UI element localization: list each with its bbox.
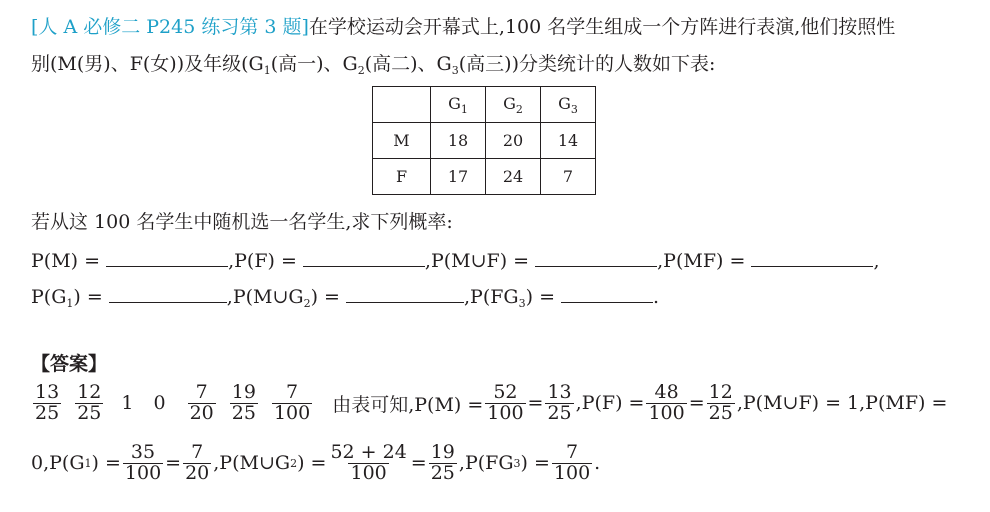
answer-title: 【答案】 [31,353,108,375]
fraction: $\frac{7}{20}$ [185,441,210,484]
table-cell: 18 [431,123,486,159]
intro-text-1: 在学校运动会开幕式上,100 名学生组成一个方阵进行表演,他们按照性 [308,16,896,38]
table-corner-cell [373,87,431,123]
answer-blank[interactable] [106,248,228,267]
fraction: $\frac{13}{25}$ [547,381,572,424]
table-cell: 7 [541,159,596,195]
answer-blank[interactable] [535,248,657,267]
problem-line-2: 别(M(男)、F(女))及年级($G_1$(高一)、$G_2$(高二)、$G_3$(高三))分类统计的人数如下表: [31,53,716,77]
answer-value: 0 [153,392,166,415]
fraction: $\frac{19}{25}$ [430,441,455,484]
fraction: $\frac{7}{20}$ [189,381,214,424]
fraction: $\frac{12}{25}$ [708,381,733,424]
row-label: F [373,159,431,195]
explanation-text: 由表可知,P(M) = [332,393,484,416]
question-row-2: $P(G_1)$ = $,P(M\cup G_2) = ,P(FG_3)$ = . [31,286,660,310]
question-text: 若从这 100 名学生中随机选一名学生,求下列概率: [31,211,453,233]
answer-line-2: 0,P(G 1 ) = $\frac{35}{100}$ = $\frac{7}{20}$ ,P(M∪G 2 ) = $\frac{52 + 24}{100}$ = $\frac{19}{25}$ ,P(FG 3 ) = $\frac{7}{100}$ . [31,441,601,484]
table-header-row [373,87,596,123]
table-cell: 17 [431,159,486,195]
answer-blank[interactable] [561,284,653,303]
table-cell: 20 [486,123,541,159]
answer-blank[interactable] [346,284,464,303]
table-row [373,159,596,195]
fraction: $\frac{7}{100}$ [553,441,591,484]
problem-line-1 [31,18,895,37]
answer-line-1: $\frac{13}{25}$ $\frac{12}{25}$ 1 0 $\frac{7}{20}$ $\frac{19}{25}$ $\frac{7}{100}$ 由表可知,P(M) = $\frac{52}{100}$ = $\frac{13}{25}$ ,P(F) = $\frac{48}{100}$ = $\frac{12}{25}$ ,P(M∪F) = 1,P(MF) = [35,381,948,424]
table-row [373,123,596,159]
answer-blank[interactable] [109,284,227,303]
table-header-cell: $G_2$ [486,87,541,123]
fraction: $\frac{7}{100}$ [273,381,311,424]
answer-blank[interactable] [751,248,873,267]
source-tag: [人 A 必修二 P245 练习第 3 题] [31,16,309,38]
fraction: $\frac{52 + 24}{100}$ [330,441,407,484]
answer-blank[interactable] [303,248,425,267]
table-cell: 24 [486,159,541,195]
fraction: $\frac{48}{100}$ [648,381,685,424]
table-cell: 14 [541,123,596,159]
fraction: $\frac{35}{100}$ [124,441,162,484]
fraction: $\frac{19}{25}$ [231,381,256,424]
fraction: $\frac{52}{100}$ [487,381,524,424]
count-table [372,86,596,195]
row-label: M [373,123,431,159]
fraction: $\frac{13}{25}$ [35,381,60,424]
table-header-cell: $G_3$ [541,87,596,123]
question-row-1: P(M) = ,P(F) = ,P(M∪F) = ,P(MF) = , [31,250,880,272]
answer-value: 1 [121,392,134,415]
fraction: $\frac{12}{25}$ [77,381,102,424]
table-header-cell: $G_1$ [431,87,486,123]
